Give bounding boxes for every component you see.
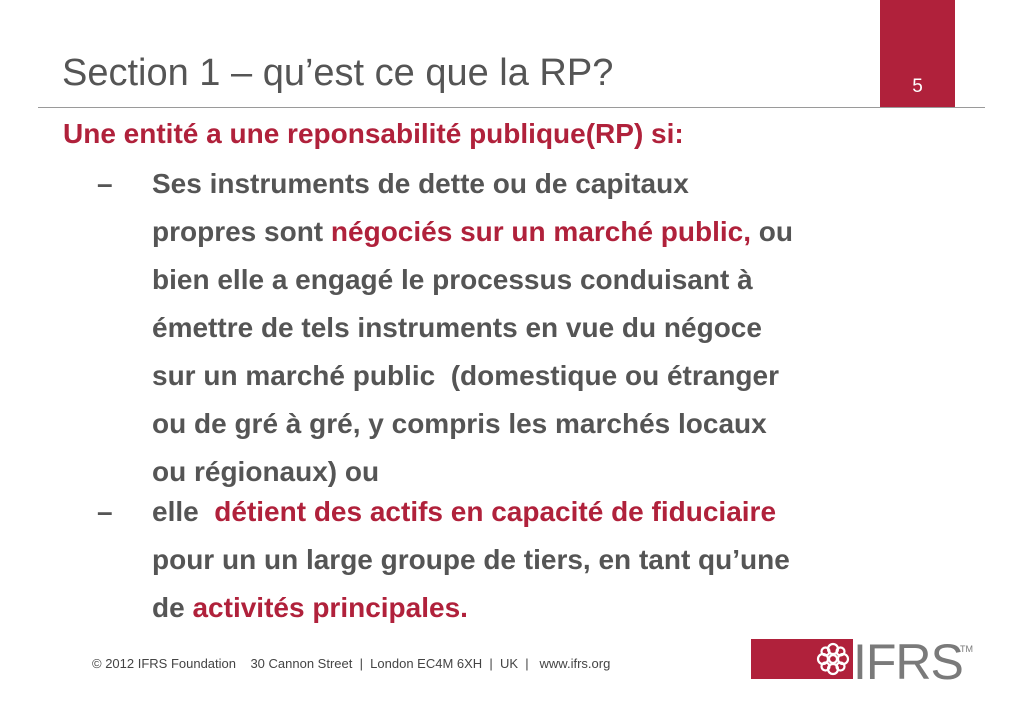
bullet-1-line-2-start: propres sont [152,216,331,247]
bullet-2-line-2: pour un un large groupe de tiers, en tant qu’une [152,544,790,575]
bullet-1-line-5: sur un marché public (domestique ou étranger [152,360,779,391]
slide-title: Section 1 – qu’est ce que la RP? [62,52,614,94]
bullet-item-1 [97,160,982,496]
logo-accent-bar [751,639,815,679]
logo-wordmark: IFRS [853,634,963,690]
bullet-2-line-1 [152,488,982,536]
bullet-marker: – [97,168,113,199]
ifrs-logo [751,634,976,690]
ifrs-flower-icon [813,639,853,679]
logo-trademark: TM [960,644,973,654]
page-number: 5 [912,76,923,97]
page-number-tab [880,0,955,108]
bullet-1-line-2 [152,208,982,256]
footer-text: © 2012 IFRS Foundation 30 Cannon Street | London EC4M 6XH | UK | www.ifrs.org [92,656,611,671]
bullet-1-line-3: bien elle a engagé le processus conduisant à [152,264,753,295]
bullet-2-highlight-1: détient des actifs en capacité de fiduciaire [214,496,777,527]
bullet-1-line-7: ou régionaux) ou [152,456,380,487]
footer-copyright [92,656,610,671]
bullet-2-line-3-start: de [152,592,193,623]
bullet-marker: – [97,496,113,527]
bullet-item-2 [97,488,982,632]
bullet-2-highlight-2: activités principales. [192,592,468,623]
bullet-2-line-3 [152,584,982,632]
title-divider [38,107,985,108]
bullet-1-highlight: négociés sur un marché public, [330,216,752,247]
bullet-1-line-1: Ses instruments de dette ou de capitaux [152,168,689,199]
bullet-1-line-4: émettre de tels instruments en vue du négoce [152,312,762,343]
bullet-1-line-2-end: ou [751,216,794,247]
bullet-1-line-6: ou de gré à gré, y compris les marchés locaux [152,408,767,439]
bullet-2-line-1-start: elle [152,496,215,527]
lead-statement: Une entité a une reponsabilité publique(RP) si: [63,118,684,149]
